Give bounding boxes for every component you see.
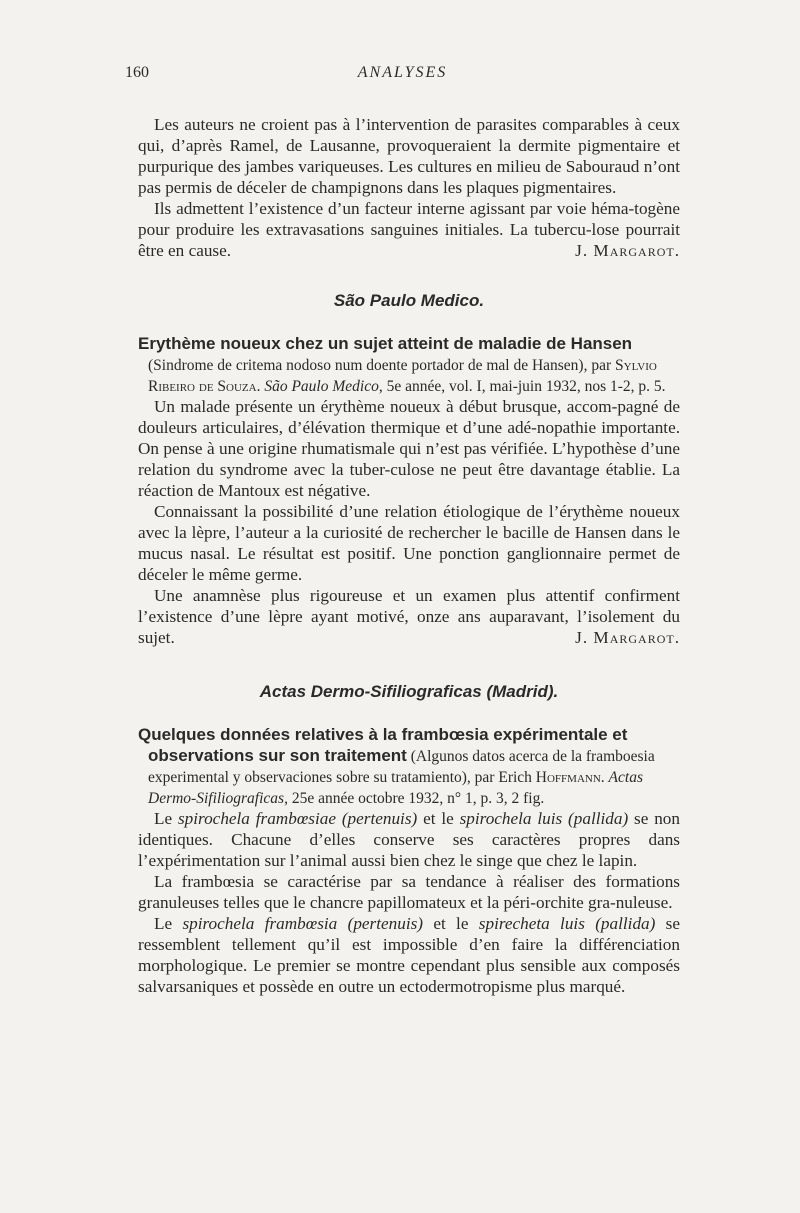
article-reference <box>138 724 680 808</box>
paragraph: Les auteurs ne croient pas à l’intervention de parasites comparables à ceux qui, d’après Ramel, de Lausanne, provoqueraient la dermite pigmentaire et purpurique des jambes variqueuses. Les cultures en milieu de Sabouraud n’ont pas permis de déceler de champignons dans les plaques pigmentaires. <box>138 115 680 197</box>
paragraph-text: et le <box>417 809 460 828</box>
paragraph-text: se non identiques. Chacune d’elles conserve ses caractères propres dans l’expérimentation sur l’animal aussi bien chez le singe que chez le lapin. <box>138 809 680 870</box>
ref-author: Hoffmann <box>535 769 601 786</box>
article-title: Quelques données relatives à la frambœsia expérimentale et observations sur son traitement <box>138 725 628 765</box>
running-title: ANALYSES <box>357 64 448 81</box>
ref-text: (Sindrome de critema nodoso num doente portador de mal de Hansen), par <box>148 357 616 374</box>
paragraph-text: se ressemblent tellement qu’il est impossible d’en faire la différenciation morphologique. Le premier se montre cependant plus sensible aux composés salvarsaniques et possède en outre un ectodermotropisme plus marqué. <box>138 914 680 996</box>
paragraph: Un malade présente un érythème noueux à début brusque, accom-pagné de douleurs articulaires, d’élévation thermique et d’une adé-nopathie importante. On pense à une origine rhumatismale qui n’est pas vérifiée. L’hypothèse d’une relation du syndrome avec la tuber-culose ne peut être davantage établie. La réaction de Mantoux est négative. <box>138 397 680 500</box>
ref-journal: São Paulo Medico <box>264 378 379 395</box>
article-title: Erythème noueux chez un sujet atteint de maladie de Hansen <box>138 334 633 353</box>
signature: J. Margarot. <box>575 241 680 260</box>
paragraph-text: Le <box>154 809 178 828</box>
species-name: spirecheta luis (pallida) <box>478 914 656 933</box>
page-header <box>125 64 680 88</box>
ref-journal: Actas Dermo-Sifiliograficas <box>148 769 643 807</box>
paragraph: Connaissant la possibilité d’une relation étiologique de l’érythème noueux avec la lèpre, l’auteur a la curiosité de rechercher le bacille de Hansen dans le mucus nasal. Le résultat est positif. Une ponction ganglionnaire permet de déceler le même germe. <box>138 502 680 584</box>
paragraph: La frambœsia se caractérise par sa tendance à réaliser des formations granuleuses telles que le chancre papillomateux et la péri-orchite gra-nuleuse. <box>138 872 680 912</box>
ref-text: (Algunos datos acerca de la framboesia experimental y observaciones sobre su tratamiento), par Erich <box>148 748 655 786</box>
article-reference <box>138 333 680 396</box>
species-name: spirochela frambœsiae (pertenuis) <box>177 809 418 828</box>
ref-text: , 5e année, vol. I, mai-juin 1932, nos 1-2, p. 5. <box>378 378 666 395</box>
paragraph-text: Le <box>154 914 183 933</box>
paragraph-text: et le <box>423 914 479 933</box>
ref-text: . <box>600 769 609 786</box>
species-name: spirochela frambœsia (pertenuis) <box>182 914 424 933</box>
ref-author: Sylvio Ribeiro de Souza <box>148 357 657 395</box>
ref-text: . <box>256 378 265 395</box>
page-body <box>138 114 680 997</box>
paragraph-text: Ils admettent l’existence d’un facteur interne agissant par voie héma-togène pour produire les extravasations sanguines initiales. La tubercu-lose pourrait être en cause. <box>138 199 680 260</box>
species-name: spirochela luis (pallida) <box>459 809 629 828</box>
signature: J. Margarot. <box>575 628 680 647</box>
paragraph-text: Une anamnèse plus rigoureuse et un examen plus attentif confirment l’existence d’une lèpre ayant motivé, onze ans auparavant, l’isolement du sujet. <box>138 586 680 647</box>
page-number: 160 <box>125 64 149 81</box>
ref-text: , 25e année octobre 1932, n° 1, p. 3, 2 fig. <box>284 790 545 807</box>
paragraph <box>138 585 680 648</box>
paragraph <box>138 198 680 261</box>
paragraph <box>138 913 680 997</box>
journal-heading: Actas Dermo-Sifiliograficas (Madrid). <box>259 682 559 701</box>
journal-heading: São Paulo Medico. <box>333 291 485 310</box>
paragraph <box>138 808 680 871</box>
